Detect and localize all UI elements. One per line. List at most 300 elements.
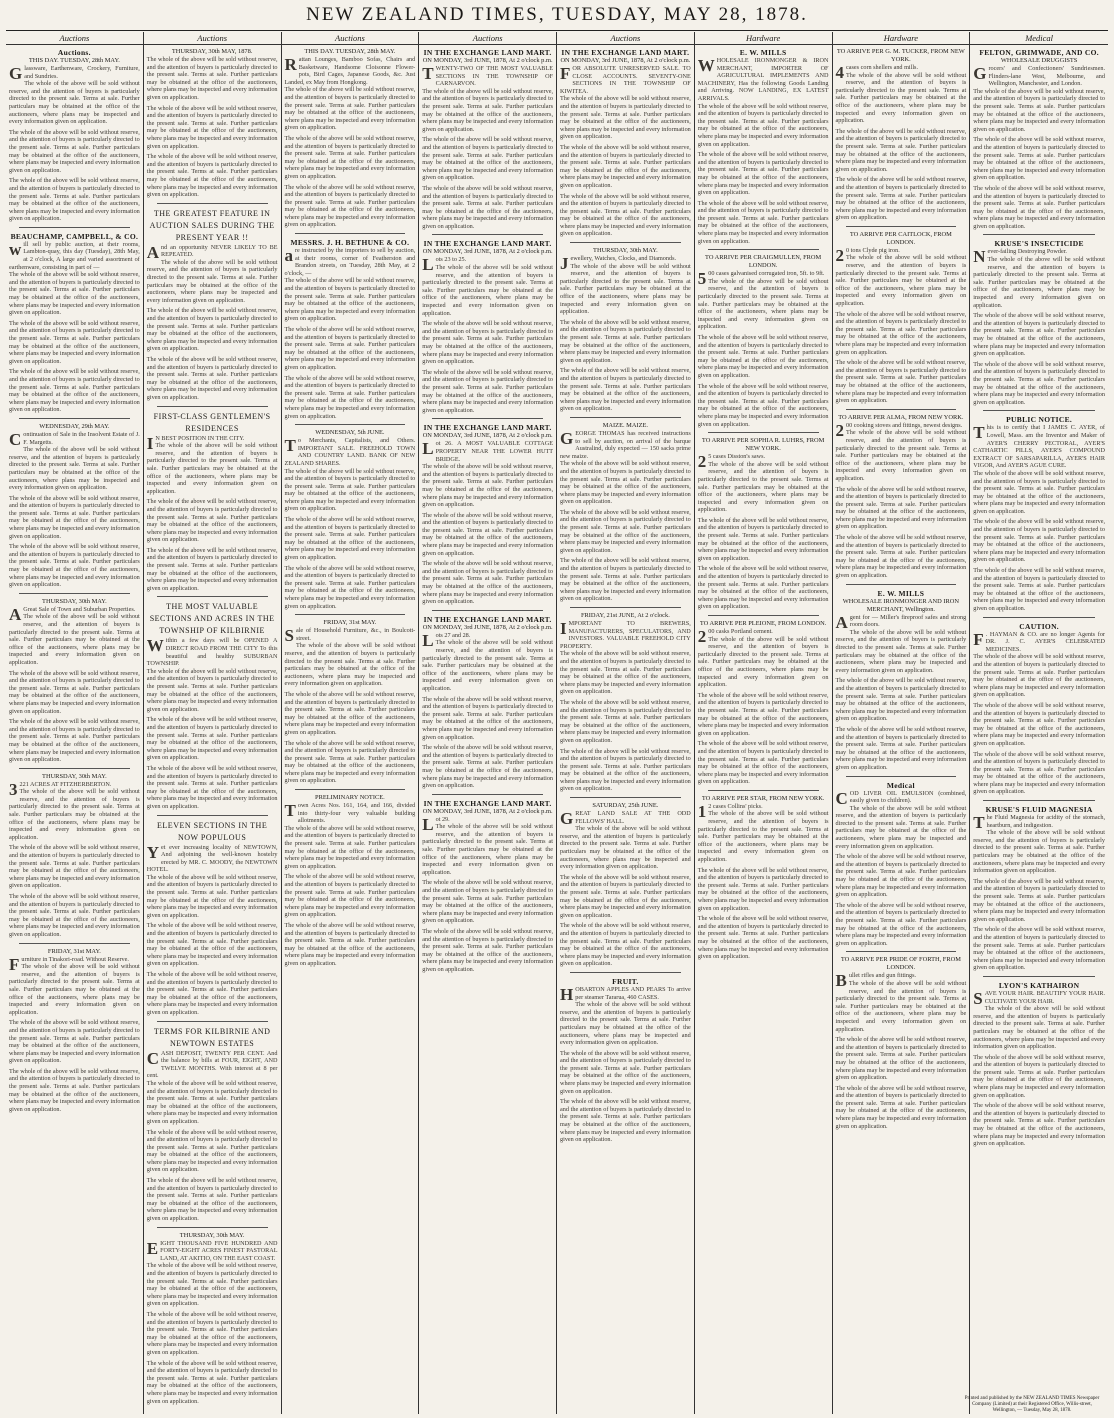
advertisement	[147, 411, 278, 593]
ad-body: COD LIVER OIL EMULSION (combined, easily given to children).	[835, 788, 967, 808]
ad-body-continued	[560, 650, 691, 793]
advertisement	[560, 977, 691, 1144]
ad-title: E. W. MILLS	[877, 588, 925, 598]
paragraph: The whole of the above will be sold without reserve, and the attention of buyers is particularly directed to the present sale. Terms at sale. Further particulars may be obtained at the office of the auctioneers, where plans may be inspected and every information given on application.	[9, 177, 140, 223]
drop-cap: T	[422, 64, 434, 83]
ad-title: BEAUCHAMP, CAMPBELL, & CO.	[10, 231, 139, 241]
advertisement	[973, 415, 1105, 612]
paragraph: The whole of the above will be sold without reserve, and the attention of buyers is particularly directed to the present sale. Terms at sale. Further particulars may be obtained at the office of the auctioneers, where plans may be inspected and every information given on application.	[835, 127, 967, 173]
advertisement	[422, 239, 553, 414]
ad-title: IN THE EXCHANGE LAND MART.	[423, 239, 552, 249]
drop-cap: w	[9, 239, 22, 259]
paragraph: The whole of the above will be sold without reserve, and the attention of buyers is particularly directed to the present sale. Terms at sale. Further particulars may be obtained at the office of the auctioneers, where plans may be inspected and every information given on application.	[560, 557, 691, 603]
ad-body-continued	[285, 468, 416, 611]
ad-body-continued	[9, 271, 140, 414]
drop-cap: A	[835, 612, 848, 632]
ad-title: KRUSE'S INSECTICIDE	[994, 239, 1084, 249]
ad-title: E. W. MILLS	[739, 48, 787, 57]
drop-cap: 2	[835, 245, 844, 265]
paragraph: The whole of the above will be sold without reserve, and the attention of buyers is particularly directed to the present sale. Terms at sale. Further particulars may be obtained at the office of the auctioneers, where plans may be inspected and every information given on application.	[284, 690, 416, 736]
ad-title: FRUIT.	[612, 976, 639, 986]
ad-body-continued	[973, 653, 1105, 796]
paragraph: The whole of the above will be sold without reserve, and the attention of buyers is particularly directed to the present sale. Terms at sale. Further particulars may be obtained at the office of the auctioneers, where plans may be inspected and every information given on application.	[9, 543, 140, 589]
ad-separator	[295, 233, 406, 234]
ad-body: TWENTY-TWO OF THE MOST VALUABLE SECTIONS IN THE TOWNSHIP OF CARNARVON.	[422, 64, 553, 88]
drop-cap: A	[9, 604, 22, 624]
paragraph: The whole of the above will be sold without reserve, and the attention of buyers is particularly directed to the present sale. Terms at sale. Further particulars may be obtained at the office of the auctioneers, where plans may be inspected and every information given on application.	[973, 184, 1105, 230]
drop-cap: L	[422, 630, 434, 650]
paragraph: The whole of the above will be sold without reserve, and the attention of buyers is particularly directed to the present sale. Terms at sale. Further particulars may be obtained at the office of the auctioneers, where plans may be inspected and every information given on application.	[284, 467, 416, 513]
paragraph: The whole of the above will be sold without reserve, and the attention of buyers is particularly directed to the present sale. Terms at sale. Further particulars may be obtained at the office of the auctioneers, where plans may be inspected and every information given on application.	[146, 546, 278, 592]
paragraph: The whole of the above will be sold without reserve, and the attention of buyers is particularly directed to the present sale. Terms at sale. Further particulars may be obtained at the office of the auctioneers, where plans may be inspected and every information given on application.	[560, 460, 691, 506]
ad-body: 3 221 ACRES AT FITZHERBERTON.	[9, 779, 112, 799]
ad-body: are instructed by the importers to sell by auction, at their rooms, corner of Featherston and Brandon streets, on Tuesday, 28th May, at 2 o'clock, —	[284, 246, 416, 277]
column-header: Hardware	[695, 32, 832, 45]
ad-body: Glassware, Earthenware, Crockery, Furniture, and Sundries.	[9, 64, 140, 83]
paragraph: The whole of the above will be sold without reserve, and the attention of buyers is particularly directed to the present sale. Terms at sale. Further particulars may be obtained at the office of the auctioneers, where plans may be inspected and every information given on application.	[560, 192, 691, 238]
ad-body: Rattan Lounges, Bamboo Sofas, Chairs and Basketware, Handsome Cloisonne Flower-pots, Bird Cages, Japanese Goods, &c. Just Landed, ex May from Hongkong.	[284, 55, 416, 86]
ad-separator	[983, 234, 1095, 235]
drop-cap: 2	[697, 627, 707, 646]
ad-title: FELTON, GRIMWADE, AND CO.	[979, 48, 1099, 57]
drop-cap: F	[9, 954, 20, 974]
ad-title: LYON'S KATHAIRON	[998, 980, 1080, 990]
paragraph: The whole of the above will be sold without reserve, and the attention of buyers is particularly directed to the present sale. Terms at sale. Further particulars may be obtained at the office of the auctioneers, where plans may be inspected and every information given on application.	[697, 915, 829, 961]
ad-separator	[708, 432, 819, 433]
drop-cap: I	[146, 433, 154, 453]
advertisement	[560, 247, 691, 413]
paragraph: The whole of the above will be sold without reserve, and the attention of buyers is particularly directed to the present sale. Terms at sale. Further particulars may be obtained at the office of the auctioneers, where plans may be inspected and every information given on application.	[697, 635, 829, 689]
column-8	[970, 32, 1108, 1414]
paragraph: The whole of the above will be sold without reserve, and the attention of buyers is particularly directed to the present sale. Terms at sale. Further particulars may be obtained at the office of the auctioneers, where plans may be inspected and every information given on application.	[973, 877, 1105, 923]
advertisement	[285, 429, 416, 610]
paragraph: The whole of the above will be sold without reserve, and the attention of buyers is particularly directed to the present sale. Terms at sale. Further particulars may be obtained at the office of the auctioneers, where plans may be inspected and every information given on application.	[422, 320, 554, 366]
paragraph: The whole of the above will be sold without reserve, and the attention of buyers is particularly directed to the present sale. Terms at sale. Further particulars may be obtained at the office of the auctioneers, where plans may be inspected and every information given on application.	[9, 368, 140, 414]
paragraph: The whole of the above will be sold without reserve, and the attention of buyers is particularly directed to the present sale. Terms at sale. Further particulars may be obtained at the office of the auctioneers, where plans may be inspected and every information given on application.	[146, 764, 278, 810]
ad-title: PUBLIC NOTICE.	[1006, 415, 1073, 425]
paragraph: The whole of the above will be sold without reserve, and the attention of buyers is particularly directed to the present sale. Terms at sale. Further particulars may be obtained at the office of the auctioneers, where plans may be inspected and every information given on application.	[835, 901, 967, 947]
paragraph: The whole of the above will be sold without reserve, and the attention of buyers is particularly directed to the present sale. Terms at sale. Further particulars may be obtained at the office of the auctioneers, where plans may be inspected and every information given on application.	[9, 613, 140, 666]
advertisement	[9, 598, 140, 764]
paragraph: The whole of the above will be sold without reserve, and the attention of buyers is particularly directed to the present sale. Terms at sale. Further particulars may be obtained at the office of the auctioneers, where plans may be inspected and every information given on application.	[146, 356, 278, 401]
paragraph: The whole of the above will be sold without reserve, and the attention of buyers is particularly directed to the present sale. Terms at sale. Further particulars may be obtained at the office of the auctioneers, where plans may be inspected and every information given on application.	[146, 153, 278, 199]
ad-body: Jewellery, Watches, Clocks, and Diamonds.	[560, 254, 677, 274]
paragraph: The whole of the above will be sold without reserve, and the attention of buyers is particularly directed to the present sale. Terms at sale. Further particulars may be obtained at the office of the auctioneers, where plans may be inspected and every information given on application.	[9, 271, 140, 317]
paragraph: The whole of the above will be sold without reserve, and the attention of buyers is particularly directed to the present sale. Terms at sale. Further particulars may be obtained at the office of the auctioneers, where plans may be inspected and every information given on application.	[422, 879, 554, 925]
ad-subtitle: TO ARRIVE PER CRAIGMULLEN, FROM LONDON.	[705, 254, 822, 270]
drop-cap: J	[560, 254, 569, 274]
ad-body: Lots 23 to 25.	[422, 255, 467, 275]
paragraph: The whole of the above will be sold without reserve, and the attention of buyers is particularly directed to the present sale. Terms at sale. Further particulars may be obtained at the office of the auctioneers, where plans may be inspected and every information given on application.	[835, 677, 967, 723]
paragraph: The whole of the above will be sold without reserve, and the attention of buyers is particularly directed to the present sale. Terms at sale. Further particulars may be obtained at the office of the auctioneers, where plans may be inspected and every information given on application.	[422, 264, 553, 317]
ad-subtitle: FRIDAY, 31st MAY.	[323, 619, 377, 627]
ad-body-continued	[147, 259, 278, 402]
paragraph: The whole of the above will be sold without reserve, and the attention of buyers is particularly directed to the present sale. Terms at sale. Further particulars may be obtained at the office of the auctioneers, where plans may be inspected and every information given on application.	[284, 873, 416, 919]
paragraph: The whole of the above will be sold without reserve, and the attention of buyers is particularly directed to the present sale. Terms at sale. Further particulars may be obtained at the office of the auctioneers, where plans may be inspected and every information given on application.	[9, 718, 140, 764]
paragraph: The whole of the above will be sold without reserve, and the attention of buyers is particularly directed to the present sale. Terms at sale. Further particulars may be obtained at the office of the auctioneers, where plans may be inspected and every information given on application.	[697, 460, 829, 514]
ad-body: The Fluid Magnesia for acidity of the stomach, heartburn, and indigestion.	[973, 813, 1105, 833]
ad-title: IN THE EXCHANGE LAND MART.	[561, 48, 690, 57]
ad-separator	[983, 410, 1095, 411]
paragraph: The whole of the above will be sold without reserve, and the attention of buyers is particularly directed to the present sale. Terms at sale. Further particulars may be obtained at the office of the auctioneers, where plans may be inspected and every information given on application.	[835, 1036, 967, 1082]
ad-body-continued	[9, 963, 140, 1113]
ad-body: To Merchants, Capitalists, and Others. IMPORTANT SALE. FREEHOLD TOWN AND COUNTRY LAND. BANK OF NEW ZEALAND SHARES.	[284, 436, 416, 467]
paragraph: The whole of the above will be sold without reserve, and the attention of buyers is particularly directed to the present sale. Terms at sale. Further particulars may be obtained at the office of the auctioneers, where plans may be inspected and every information given on application.	[835, 628, 967, 674]
paragraph: The whole of the above will be sold without reserve, and the attention of buyers is particularly directed to the present sale. Terms at sale. Further particulars may be obtained at the office of the auctioneers, where plans may be inspected and every information given on application.	[146, 56, 278, 101]
drop-cap: S	[284, 626, 294, 646]
paragraph: The whole of the above will be sold without reserve, and the attention of buyers is particularly directed to the present sale. Terms at sale. Further particulars may be obtained at the office of the auctioneers, where plans may be inspected and every information given on application.	[9, 128, 140, 174]
paragraph: The whole of the above will be sold without reserve, and the attention of buyers is particularly directed to the present sale. Terms at sale. Further particulars may be obtained at the office of the auctioneers, where plans may be inspected and every information given on application.	[835, 176, 967, 222]
paragraph: The whole of the above will be sold without reserve, and the attention of buyers is particularly directed to the present sale. Terms at sale. Further particulars may be obtained at the office of the auctioneers, where plans may be inspected and every information given on application.	[146, 922, 278, 968]
advertisement	[698, 437, 829, 611]
paragraph: The whole of the above will be sold without reserve, and the attention of buyers is particularly directed to the present sale. Terms at sale. Further particulars may be obtained at the office of the auctioneers, where plans may be inspected and every information given on application.	[697, 866, 829, 912]
ad-subtitle: MAIZE. MAIZE.	[602, 421, 648, 429]
advertisement	[147, 1026, 278, 1223]
column-7	[833, 32, 971, 1414]
advertisement	[836, 48, 967, 222]
ad-body-continued	[9, 788, 140, 938]
ad-body-continued	[9, 446, 140, 589]
advertisement	[836, 231, 967, 405]
ad-separator	[570, 417, 681, 418]
paragraph: The whole of the above will be sold without reserve, and the attention of buyers is particularly directed to the present sale. Terms at sale. Further particulars may be obtained at the office of the auctioneers, where plans may be inspected and every information given on application.	[973, 1005, 1105, 1051]
ad-separator	[295, 614, 406, 615]
drop-cap: G	[9, 64, 23, 83]
advertisement	[285, 794, 416, 967]
ad-body-continued	[973, 88, 1105, 231]
drop-cap: T	[284, 801, 296, 821]
advertisement	[422, 423, 553, 605]
ad-display-line: FIRST-CLASS GENTLEMEN'S RESIDENCES	[153, 411, 271, 433]
paragraph: The whole of the above will be sold without reserve, and the attention of buyers is particularly directed to the present sale. Terms at sale. Further particulars may be obtained at the office of the auctioneers, where plans may be inspected and every information given on application.	[973, 87, 1105, 133]
paragraph: The whole of the above will be sold without reserve, and the attention of buyers is particularly directed to the present sale. Terms at sale. Further particulars may be obtained at the office of the auctioneers, where plans may be inspected and every information given on application.	[146, 258, 278, 304]
ad-subtitle: TO ARRIVE PER SOPHIA R. LUHRS, FROM NEW YORK.	[701, 437, 825, 453]
paragraph: The whole of the above will be sold without reserve, and the attention of buyers is particularly directed to the present sale. Terms at sale. Further particulars may be obtained at the office of the auctioneers, where plans may be inspected and every information given on application.	[284, 134, 416, 180]
ad-body-continued	[698, 636, 829, 786]
paragraph: The whole of the above will be sold without reserve, and the attention of buyers is particularly directed to the present sale. Terms at sale. Further particulars may be obtained at the office of the auctioneers, where plans may be inspected and every information given on application.	[422, 87, 554, 133]
paragraph: The whole of the above will be sold without reserve, and the attention of buyers is particularly directed to the present sale. Terms at sale. Further particulars may be obtained at the office of the auctioneers, where plans may be inspected and every information given on application.	[560, 650, 691, 696]
ad-body: GEORGE THOMAS has received instructions to sell by auction, on arrival of the barque Australind, duly expected — 150 sacks prime new maize.	[560, 428, 691, 460]
advertisement	[147, 601, 278, 810]
ad-separator	[157, 203, 268, 204]
advertisement	[285, 619, 416, 785]
ad-body: 1 2 cases Collins' picks.	[697, 801, 763, 821]
ad-subtitle: WHOLESALE IRONMONGER AND IRON MERCHANT, Wellington.	[842, 597, 960, 613]
advertisement	[147, 820, 278, 1017]
ad-separator	[846, 776, 957, 777]
ad-body: Yet ever increasing locality of NEWTOWN, And adjoining the well-known hostelry erected by MR. C. MOODY, the NEWTOWN HOTEL.	[146, 842, 278, 874]
ad-title: IN THE EXCHANGE LAND MART.	[423, 798, 552, 808]
paragraph: The whole of the above will be sold without reserve, and the attention of buyers is particularly directed to the present sale. Terms at sale. Further particulars may be obtained at the office of the auctioneers, where plans may be inspected and every information given on application.	[284, 516, 416, 562]
drop-cap: a	[284, 246, 293, 266]
advertisement	[560, 802, 691, 968]
ad-separator	[846, 226, 957, 227]
paragraph: The whole of the above will be sold without reserve, and the attention of buyers is particularly directed to the present sale. Terms at sale. Further particulars may be obtained at the office of the auctioneers, where plans may be inspected and every information given on application.	[284, 739, 416, 785]
ad-title: Medical	[886, 780, 915, 790]
ad-separator	[432, 794, 543, 795]
column-header: Auctions	[6, 32, 143, 45]
advertisement	[147, 208, 278, 402]
ad-separator	[432, 234, 543, 235]
paragraph: The whole of the above will be sold without reserve, and the attention of buyers is particularly directed to the present sale. Terms at sale. Further particulars may be obtained at the office of the auctioneers, where plans may be inspected and every information given on application.	[9, 1067, 140, 1113]
paragraph: The whole of the above will be sold without reserve, and the attention of buyers is particularly directed to the present sale. Terms at sale. Further particulars may be obtained at the office of the auctioneers, where plans may be inspected and every information given on application.	[560, 922, 691, 968]
paragraph: The whole of the above will be sold without reserve, and the attention of buyers is particularly directed to the present sale. Terms at sale. Further particulars may be obtained at the office of the auctioneers, where plans may be inspected and every information given on application.	[560, 318, 691, 364]
drop-cap: L	[422, 439, 434, 459]
drop-cap: N	[973, 247, 986, 267]
advertisement	[698, 620, 829, 786]
ad-separator	[570, 607, 681, 608]
ad-separator	[295, 789, 406, 790]
paragraph: The whole of the above will be sold without reserve, and the attention of buyers is particularly directed to the present sale. Terms at sale. Further particulars may be obtained at the office of the auctioneers, where plans may be inspected and every information given on application.	[835, 725, 967, 771]
paragraph: The whole of the above will be sold without reserve, and the attention of buyers is particularly directed to the present sale. Terms at sale. Further particulars may be obtained at the office of the auctioneers, where plans may be inspected and every information given on application.	[560, 1049, 691, 1095]
paragraph: The whole of the above will be sold without reserve, and the attention of buyers is particularly directed to the present sale. Terms at sale. Further particulars may be obtained at the office of the auctioneers, where plans may be inspected and every information given on application.	[973, 469, 1105, 515]
paragraph: The whole of the above will be sold without reserve, and the attention of buyers is particularly directed to the present sale. Terms at sale. Further particulars may be obtained at the office of the auctioneers, where plans may be inspected and every information given on application.	[284, 277, 416, 323]
advertisement	[422, 48, 553, 230]
advertisement	[147, 48, 278, 199]
advertisement	[973, 981, 1105, 1148]
ad-subtitle: THURSDAY, 30th MAY.	[179, 1231, 245, 1239]
ad-separator	[708, 790, 819, 791]
paragraph: The whole of the above will be sold without reserve, and the attention of buyers is particularly directed to the present sale. Terms at sale. Further particulars may be obtained at the office of the auctioneers, where plans may be inspected and every information given on application.	[835, 310, 967, 356]
drop-cap: T	[973, 423, 985, 443]
ad-subtitle: FRIDAY, 31st MAY.	[47, 947, 101, 955]
ad-subtitle: TO ARRIVE PER ALMA, FROM NEW YORK.	[838, 413, 964, 421]
ad-separator	[708, 249, 819, 250]
ad-subtitle: THURSDAY, 30th MAY.	[42, 772, 107, 780]
ad-separator	[570, 972, 681, 973]
ad-body-continued	[973, 470, 1105, 613]
ad-body: GREAT LAND SALE AT THE ODD FELLOWS' HALL.	[560, 809, 691, 829]
column-1	[6, 32, 144, 1414]
paragraph: The whole of the above will be sold without reserve, and the attention of buyers is particularly directed to the present sale. Terms at sale. Further particulars may be obtained at the office of the auctioneers, where plans may be inspected and every information given on application.	[973, 136, 1105, 182]
column-header: Medical	[970, 32, 1108, 45]
paragraph: The whole of the above will be sold without reserve, and the attention of buyers is particularly directed to the present sale. Terms at sale. Further particulars may be obtained at the office of the auctioneers, where plans may be inspected and every information given on application.	[560, 825, 691, 871]
ad-separator	[157, 406, 268, 407]
advertisement	[973, 805, 1105, 972]
ad-body: SAVE YOUR HAIR. BEAUTIFY YOUR HAIR. CULTIVATE YOUR HAIR.	[973, 988, 1105, 1008]
paragraph: The whole of the above will be sold without reserve, and the attention of buyers is particularly directed to the present sale. Terms at sale. Further particulars may be obtained at the office of the auctioneers, where plans may be inspected and every information given on application.	[284, 326, 416, 371]
ad-body-continued	[422, 823, 553, 973]
ad-subtitle: ON MONDAY, 3rd JUNE, 1878, At 2 o'clock p.m.	[422, 807, 553, 815]
ad-separator	[295, 424, 406, 425]
paragraph: The whole of the above will be sold without reserve, and the attention of buyers is particularly directed to the present sale. Terms at sale. Further particulars may be obtained at the office of the auctioneers, where plans may be inspected and every information given on application.	[284, 642, 416, 688]
ad-body-continued	[698, 103, 829, 246]
ad-subtitle: FRIDAY, 21st JUNE, At 2 o'clock.	[580, 612, 670, 619]
paragraph: The whole of the above will be sold without reserve, and the attention of buyers is particularly directed to the present sale. Terms at sale. Further particulars may be obtained at the office of the auctioneers, where plans may be inspected and every information given on application.	[973, 567, 1105, 612]
advertisement	[285, 238, 416, 420]
ad-subtitle: THURSDAY, 30th MAY, 1878.	[171, 48, 253, 55]
paragraph: The whole of the above will be sold without reserve, and the attention of buyers is particularly directed to the present sale. Terms at sale. Further particulars may be obtained at the office of the auctioneers, where plans may be inspected and every information given on application.	[422, 823, 553, 876]
ad-separator	[846, 584, 957, 585]
ad-separator	[983, 617, 1095, 618]
ad-separator	[19, 943, 130, 944]
paragraph: The whole of the above will be sold without reserve, and the attention of buyers is particularly directed to the present sale. Terms at sale. Further particulars may be obtained at the office of the auctioneers, where plans may be inspected and every information given on application.	[9, 844, 140, 890]
advertisement	[973, 622, 1105, 796]
paragraph: The whole of the above will be sold without reserve, and the attention of buyers is particularly directed to the present sale. Terms at sale. Further particulars may be obtained at the office of the auctioneers, where plans may be inspected and every information given on application.	[560, 508, 691, 554]
ad-body: will sell by public auction, at their rooms, Lambton-quay, this day (Tuesday), 28th May, at 2 o'clock, A large and varied assortment of earthenware, consisting in part of —	[9, 239, 140, 271]
paragraph: The whole of the above will be sold without reserve, and the attention of buyers is particularly directed to the present sale. Terms at sale. Further particulars may be obtained at the office of the auctioneers, where plans may be inspected and every information given on application.	[973, 518, 1105, 564]
paragraph: The whole of the above will be sold without reserve, and the attention of buyers is particularly directed to the present sale. Terms at sale. Further particulars may be obtained at the office of the auctioneers, where plans may be inspected and every information given on application.	[835, 359, 967, 405]
ad-subtitle: THURSDAY, 30th MAY.	[42, 597, 107, 605]
paragraph: The whole of the above will be sold without reserve, and the attention of buyers is particularly directed to the present sale. Terms at sale. Further particulars may be obtained at the office of the auctioneers, where plans may be inspected and every information given on application.	[422, 136, 554, 182]
advertisement	[698, 254, 829, 428]
ad-subtitle: TO ARRIVE PER PLEIONE, FROM LONDON.	[699, 620, 827, 627]
paragraph: The whole of the above will be sold without reserve, and the attention of buyers is particularly directed to the present sale. Terms at sale. Further particulars may be obtained at the office of the auctioneers, where plans may be inspected and every information given on application.	[560, 698, 691, 744]
advertisement	[422, 615, 553, 790]
ad-body: 2 5 cases Disston's saws.	[697, 452, 766, 472]
ad-body-continued	[147, 874, 278, 1017]
ad-separator	[432, 610, 543, 611]
ad-subtitle: WEDNESDAY, 5th JUNE.	[315, 429, 385, 437]
ad-body-continued	[147, 668, 278, 811]
paragraph: The whole of the above will be sold without reserve, and the attention of buyers is particularly directed to the present sale. Terms at sale. Further particulars may be obtained at the office of the auctioneers, where plans may be inspected and every information given on application.	[697, 334, 829, 379]
ad-body-continued	[422, 264, 553, 414]
paragraph: The whole of the above will be sold without reserve, and the attention of buyers is particularly directed to the present sale. Terms at sale. Further particulars may be obtained at the office of the auctioneers, where plans may be inspected and every information given on application.	[973, 360, 1105, 406]
paragraph: The whole of the above will be sold without reserve, and the attention of buyers is particularly directed to the present sale. Terms at sale. Further particulars may be obtained at the office of the auctioneers, where plans may be inspected and every information given on application.	[560, 95, 691, 141]
drop-cap: T	[284, 436, 296, 456]
ad-body-continued	[836, 629, 967, 772]
paragraph: The whole of the above will be sold without reserve, and the attention of buyers is particularly directed to the present sale. Terms at sale. Further particulars may be obtained at the office of the auctioneers, where plans may be inspected and every information given on application.	[146, 442, 278, 495]
paragraph: The whole of the above will be sold without reserve, and the attention of buyers is particularly directed to the present sale. Terms at sale. Further particulars may be obtained at the office of the auctioneers, where plans may be inspected and every information given on application.	[835, 979, 967, 1033]
paragraph: The whole of the above will be sold without reserve, and the attention of buyers is particularly directed to the present sale. Terms at sale. Further particulars may be obtained at the office of the auctioneers, where plans may be inspected and every information given on application.	[835, 485, 967, 531]
ad-body: Lot 29.	[422, 814, 450, 834]
ad-body-continued	[285, 86, 416, 229]
paragraph: The whole of the above will be sold without reserve, and the attention of buyers is particularly directed to the present sale. Terms at sale. Further particulars may be obtained at the office of the auctioneers, where plans may be inspected and every information given on application.	[146, 1177, 278, 1223]
paragraph: The whole of the above will be sold without reserve, and the attention of buyers is particularly directed to the present sale. Terms at sale. Further particulars may be obtained at the office of the auctioneers, where plans may be inspected and every information given on application.	[9, 446, 140, 492]
paragraph: The whole of the above will be sold without reserve, and the attention of buyers is particularly directed to the present sale. Terms at sale. Further particulars may be obtained at the office of the auctioneers, where plans may be inspected and every information given on application.	[835, 534, 967, 580]
ad-body-continued	[836, 980, 967, 1130]
ad-body: Town Acres Nos. 161, 164, and 166, divided into thirty-four very valuable building allotments.	[284, 801, 416, 825]
paragraph: The whole of the above will be sold without reserve, and the attention of buyers is particularly directed to the present sale. Terms at sale. Further particulars may be obtained at the office of the auctioneers, where plans may be inspected and every information given on application.	[973, 829, 1105, 875]
paragraph: The whole of the above will be sold without reserve, and the attention of buyers is particularly directed to the present sale. Terms at sale. Further particulars may be obtained at the office of the auctioneers, where plans may be inspected and every information given on application.	[422, 560, 554, 606]
ad-subtitle: THIS DAY. TUESDAY, 28th MAY.	[304, 48, 396, 55]
paragraph: The whole of the above will be sold without reserve, and the attention of buyers is particularly directed to the present sale. Terms at sale. Further particulars may be obtained at the office of the auctioneers, where plans may be inspected and every information given on application.	[835, 71, 967, 125]
ad-body-continued	[422, 88, 553, 231]
advertisement	[836, 589, 967, 772]
ad-separator	[157, 596, 268, 597]
ad-body: Grocers' and Confectioners' Sundriesmen. Flinders-lane West, Melbourne, and Wellington, Manchester, and London.	[973, 64, 1105, 88]
ad-body: FOR ABSOLUTE UNRESERVED SALE. TO CLOSE ACCOUNTS. SEVENTY-ONE SECTIONS IN THE TOWNSHIP OF KIWITEA.	[560, 64, 691, 95]
ad-body-continued	[973, 256, 1105, 406]
paragraph: The whole of the above will be sold without reserve, and the attention of buyers is particularly directed to the present sale. Terms at sale. Further particulars may be obtained at the office of the auctioneers, where plans may be inspected and every information given on application.	[422, 463, 554, 509]
drop-cap: C	[9, 429, 22, 449]
drop-cap: G	[560, 809, 574, 829]
ad-body: Lots 27 and 28.	[422, 630, 471, 650]
drop-cap: S	[973, 988, 983, 1008]
ad-body: 4 cases corn shellers and mills.	[835, 63, 918, 82]
ad-body-continued	[836, 805, 967, 948]
paragraph: The whole of the above will be sold without reserve, and the attention of buyers is particularly directed to the present sale. Terms at sale. Further particulars may be obtained at the office of the auctioneers, where plans may be inspected and every information given on application.	[560, 143, 691, 189]
paragraph: The whole of the above will be sold without reserve, and the attention of buyers is particularly directed to the present sale. Terms at sale. Further particulars may be obtained at the office of the auctioneers, where plans may be inspected and every information given on application.	[835, 804, 967, 850]
column-6	[695, 32, 833, 1414]
ad-subtitle: ON MONDAY, 3rd JUNE, 1878, At 2 o'clock p.m.	[560, 57, 691, 64]
ad-body-continued	[285, 642, 416, 785]
ad-subtitle: THIS DAY. TUESDAY, 28th MAY.	[28, 57, 120, 64]
drop-cap: 3	[9, 779, 18, 799]
ad-body: F . HAYMAN & CO. are no longer Agents for DR. J. C. AYER'S CELEBRATED MEDICINES.	[973, 629, 1105, 653]
ad-body-continued	[698, 461, 829, 611]
drop-cap: Y	[146, 842, 160, 862]
ad-body-continued	[973, 829, 1105, 972]
paragraph: The whole of the above will be sold without reserve, and the attention of buyers is particularly directed to the present sale. Terms at sale. Further particulars may be obtained at the office of the auctioneers, where plans may be inspected and every information given on application.	[697, 565, 829, 611]
paragraph: The whole of the above will be sold without reserve, and the attention of buyers is particularly directed to the present sale. Terms at sale. Further particulars may be obtained at the office of the auctioneers, where plans may be inspected and every information given on application.	[697, 740, 829, 786]
drop-cap: 2	[835, 420, 844, 440]
ad-body: 5 00 cases galvanised corrugated iron, 5ft. to 9ft.	[697, 269, 825, 289]
ad-body: 2 0 tons Clyde pig iron.	[835, 245, 900, 265]
ad-body-continued	[285, 277, 416, 420]
paragraph: The whole of the above will be sold without reserve, and the attention of buyers is particularly directed to the present sale. Terms at sale. Further particulars may be obtained at the office of the auctioneers, where plans may be inspected and every information given on application.	[9, 494, 140, 540]
ad-body: Within a few days will be OPENED A DIRECT ROAD FROM THE CITY To this beautiful and healthy SUBURBAN TOWNSHIP.	[146, 636, 278, 668]
ad-body-continued	[422, 639, 553, 789]
ad-display-line: THE GREATEST FEATURE IN AUCTION SALES DURING THE PRESENT YEAR !!	[149, 208, 275, 242]
ad-separator	[19, 418, 130, 419]
drop-cap: C	[146, 1048, 160, 1068]
paragraph: The whole of the above will be sold without reserve, and the attention of buyers is particularly directed to the present sale. Terms at sale. Further particulars may be obtained at the office of the auctioneers, where plans may be inspected and every information given on application.	[422, 744, 554, 790]
imprint: Printed and published by the NEW ZEALAND TIMES Newspaper Company (Limited) at their Registered Office, Willis-street, Wellington, — Tuesday, May 28, 1878.	[964, 1396, 1100, 1413]
drop-cap: W	[697, 56, 715, 75]
column-header: Auctions	[282, 32, 419, 45]
ad-subtitle: TO ARRIVE PER STAR, FROM NEW YORK.	[701, 794, 825, 802]
ad-subtitle: ON MONDAY, 3rd JUNE, 1878, At 2 o'clock p.m.	[422, 57, 553, 64]
ad-body-continued	[285, 825, 416, 968]
paragraph: The whole of the above will be sold without reserve, and the attention of buyers is particularly directed to the present sale. Terms at sale. Further particulars may be obtained at the office of the auctioneers, where plans may be inspected and every information given on application.	[284, 374, 416, 420]
drop-cap: 5	[697, 269, 707, 289]
drop-cap: B	[835, 971, 847, 991]
drop-cap: T	[973, 813, 985, 833]
advertisement	[973, 48, 1105, 230]
ad-display-line: THE MOST VALUABLE SECTIONS AND ACRES IN THE TOWNSHIP OF KILBIRNIE	[149, 602, 275, 636]
drop-cap: 4	[835, 63, 844, 82]
ad-body-continued	[836, 72, 967, 222]
ad-body-continued	[560, 460, 691, 603]
advertisement	[560, 612, 691, 793]
paragraph: The whole of the above will be sold without reserve, and the attention of buyers is particularly directed to the present sale. Terms at sale. Further particulars may be obtained at the office of the auctioneers, where plans may be inspected and every information given on application.	[973, 256, 1105, 309]
ad-subtitle: TO ARRIVE PER CAITLOCK, FROM LONDON.	[849, 230, 952, 246]
advertisement	[9, 773, 140, 939]
ad-display-line: TERMS FOR KILBIRNIE AND NEWTOWN ESTATES	[153, 1026, 271, 1048]
ad-separator	[846, 951, 957, 952]
ad-body: A Great Sale of Town and Suburban Properties.	[9, 604, 136, 624]
paragraph: The whole of the above will be sold without reserve, and the attention of buyers is particularly directed to the present sale. Terms at sale. Further particulars may be obtained at the office of the auctioneers, where plans may be inspected and every information given on application.	[973, 312, 1105, 358]
ad-body-continued	[560, 95, 691, 238]
masthead-rule	[6, 30, 1108, 31]
drop-cap: L	[422, 814, 434, 834]
advertisement	[836, 781, 967, 948]
paragraph: The whole of the above will be sold without reserve, and the attention of buyers is particularly directed to the present sale. Terms at sale. Further particulars may be obtained at the office of the auctioneers, where plans may be inspected and every information given on application.	[284, 183, 416, 229]
advertisement	[9, 232, 140, 414]
paragraph: The whole of the above will be sold without reserve, and the attention of buyers is particularly directed to the present sale. Terms at sale. Further particulars may be obtained at the office of the auctioneers, where plans may be inspected and every information given on application.	[284, 824, 416, 870]
column-header: Auctions	[419, 32, 556, 45]
advertisement	[147, 1232, 278, 1405]
ad-body-continued	[698, 810, 829, 960]
column-header: Hardware	[833, 32, 970, 45]
ad-separator	[983, 976, 1095, 977]
ad-subtitle: THURSDAY, 30th MAY.	[593, 247, 658, 255]
ad-separator	[432, 418, 543, 419]
ad-separator	[19, 768, 130, 769]
ad-body: Lot 26. A MOST VALUABLE COTTAGE PROPERTY NEAR THE LOWER HUTT BRIDGE.	[422, 439, 553, 463]
paragraph: The whole of the above will be sold without reserve, and the attention of buyers is particularly directed to the present sale. Terms at sale. Further particulars may be obtained at the office of the auctioneers, where plans may be inspected and every information given on application.	[835, 1084, 967, 1130]
ad-title: IN THE EXCHANGE LAND MART.	[423, 48, 552, 57]
ad-body: 2 00 cooking stoves and fittings, newest designs.	[835, 420, 963, 440]
ad-subtitle: PRELIMINARY NOTICE.	[315, 794, 385, 802]
ad-body-continued	[560, 825, 691, 968]
paragraph: The whole of the above will be sold without reserve, and the attention of buyers is particularly directed to the present sale. Terms at sale. Further particulars may be obtained at the office of the auctioneers, where plans may be inspected and every information given on application.	[835, 429, 967, 482]
ad-body-continued	[147, 1262, 278, 1405]
ad-title: IN THE EXCHANGE LAND MART.	[423, 423, 552, 433]
advertisement	[698, 48, 829, 245]
ad-body: And an opportunity NEVER LIKELY TO BE REPEATED.	[146, 242, 278, 262]
